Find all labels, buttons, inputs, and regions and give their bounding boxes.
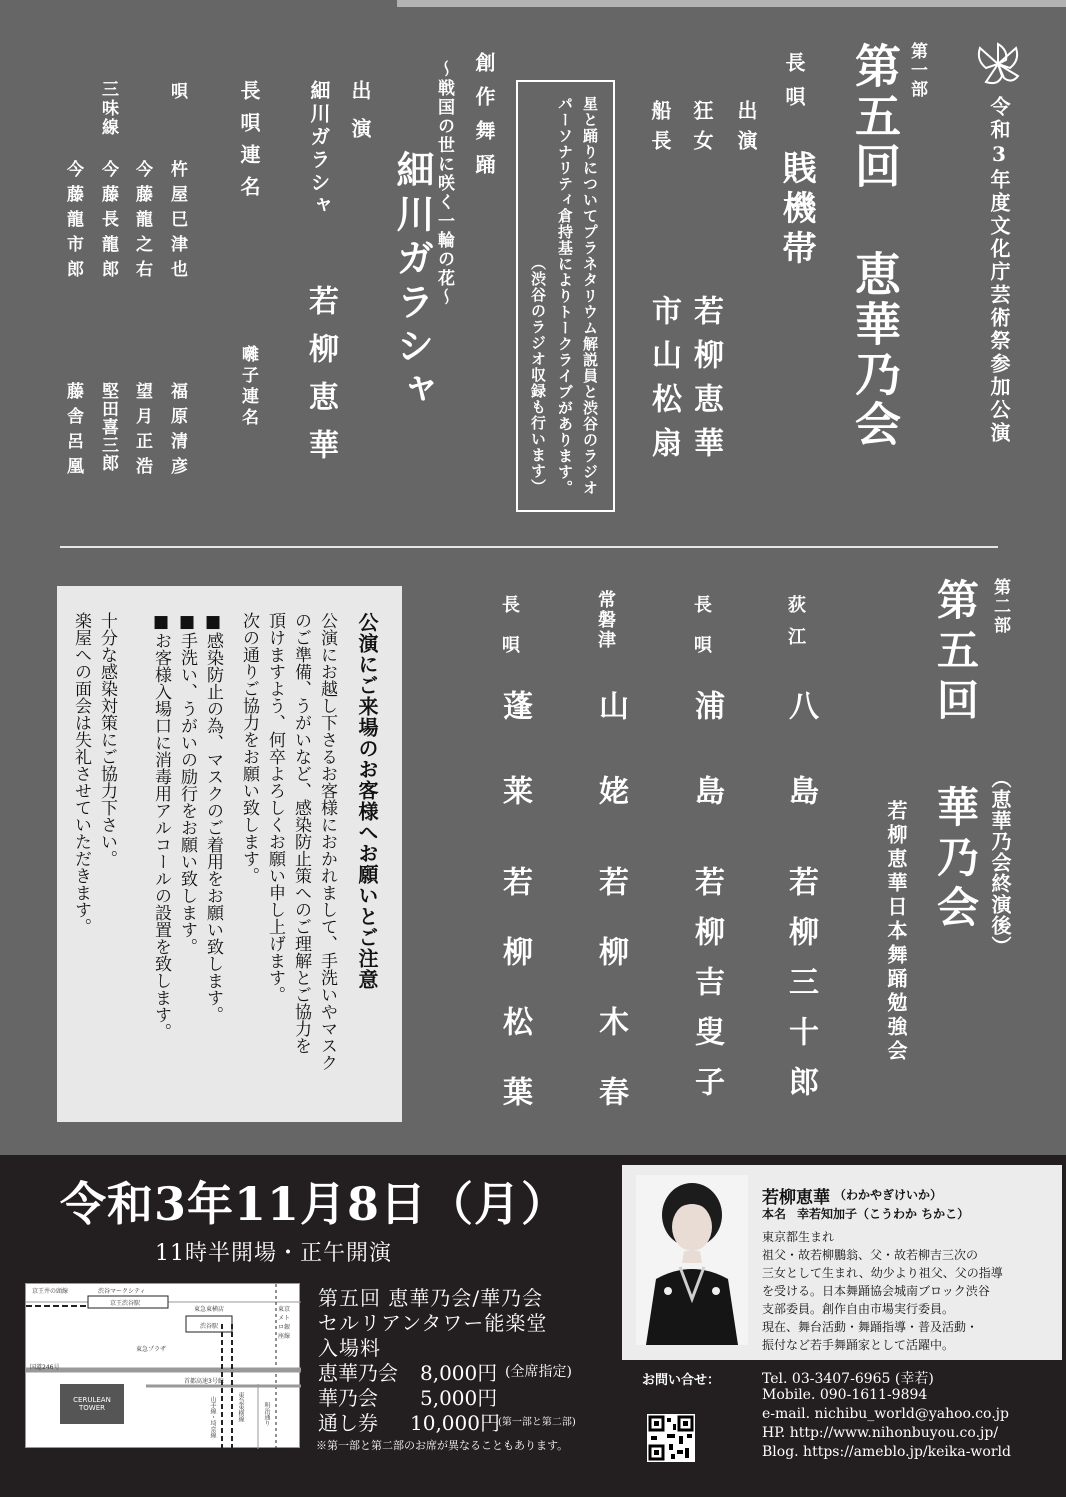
profile-real-name-label: 本名 <box>762 1207 787 1221</box>
part1-label: 第一部 <box>907 42 927 99</box>
notice-para-2: のご準備、うがいなど、感染防止策へのご理解とご協力を <box>291 612 311 1054</box>
notice-para-1: 公演にお越し下さるお客様におかれまして、手洗いやマスク <box>317 612 337 1071</box>
program-3-performer: 若柳木春 <box>593 866 628 1146</box>
talk-note-2: パーソナリティ倉持基によりトークライブがあります。 <box>556 96 574 496</box>
part1-role1-name: 若柳恵華 <box>688 295 723 471</box>
notice-closing-2: 楽屋への面会は失礼させていただきます。 <box>71 612 91 935</box>
profile-real-name: 幸若知加子（こうわか ちかこ） <box>797 1207 970 1221</box>
part1-nagauta-piece: 賎機帯 <box>776 150 816 270</box>
fee-2-price: 5,000円 <box>420 1386 498 1410</box>
map-label-tokyu-plaza: 東急プラザ <box>136 1346 167 1353</box>
profile-bio-2: 祖父・故若柳鵬翁、父・故若柳吉三次の <box>762 1248 979 1262</box>
sousaku-cast-label: 出演 <box>348 80 372 156</box>
map-label-expressway: 首都高速3号線 <box>184 1378 224 1385</box>
program-2-piece: 浦島 <box>689 690 724 860</box>
notice-closing-1: 十分な感染対策にご協力下さい。 <box>97 612 117 867</box>
contact-blog[interactable]: Blog. https://ameblo.jp/keika-world <box>762 1444 1011 1460</box>
contact-mobile: Mobile. 090-1611-9894 <box>762 1387 928 1403</box>
shamisen-label: 三味線 <box>98 80 118 137</box>
part1-role2-name: 市山松扇 <box>646 295 681 471</box>
map-label-inokashira: 京王井の頭線 <box>32 1288 69 1295</box>
map-label-route246: 国道246号 <box>30 1364 60 1371</box>
performer-photo <box>636 1175 748 1345</box>
part1-cast-label: 出演 <box>734 100 758 160</box>
part2-organizer: 若柳恵華日本舞踊勉強会 <box>884 800 908 1064</box>
part1-title: 第五回 恵華乃会 <box>848 42 902 450</box>
hayashi-name-3: 堅田喜三郎 <box>98 382 118 472</box>
uta-name-2: 今藤龍之右 <box>132 160 152 285</box>
program-3-piece: 山姥 <box>593 690 628 860</box>
profile-bio-3: 三女として生まれ、幼少より祖父、父の指導 <box>762 1266 1003 1280</box>
shamisen-name-2: 今藤龍市郎 <box>63 160 83 285</box>
sousaku-subtitle: ～戦国の世に咲く一輪の花～ <box>434 60 454 307</box>
notice-bullet-3: ■お客様入場口に消毒用アルコールの設置を致します。 <box>151 612 171 1040</box>
notice-para-4: 次の通りご協力をお願い致します。 <box>239 612 259 884</box>
program-2-genre: 長唄 <box>691 595 712 675</box>
profile-bio-7: 振付など若手舞踊家として活躍中。 <box>762 1338 955 1352</box>
part2-note: （恵華乃会終演後） <box>988 768 1012 957</box>
profile-name-kana: （わかやぎけいか） <box>834 1188 943 1202</box>
venue-map <box>25 1283 300 1448</box>
contact-email[interactable]: e-mail. nichibu_world@yahoo.co.jp <box>762 1406 1009 1422</box>
part1-nagauta-label: 長唄 <box>782 52 806 120</box>
map-label-meiji-dori: 明治通り <box>263 1402 270 1426</box>
qr-code-icon[interactable] <box>647 1414 695 1462</box>
uta-label: 唄 <box>167 82 187 101</box>
talk-note-3: （渋谷のラジオ収録も行います） <box>529 255 547 495</box>
map-label-markcity: 渋谷マークシティ <box>98 1288 146 1295</box>
map-label-ginza-line: 東京メトロ銀座線 <box>278 1306 291 1340</box>
notice-bullet-2: ■手洗い、うがいの励行をお願い致します。 <box>177 612 197 955</box>
sousaku-role: 細川ガラシャ <box>307 80 331 218</box>
hayashi-name-2: 望月正浩 <box>132 382 152 482</box>
shamisen-name-1: 今藤長龍郎 <box>98 160 118 285</box>
fee-1-price: 8,000円 <box>420 1361 498 1385</box>
uta-name-1: 杵屋巳津也 <box>167 160 187 285</box>
hayashi-name-4: 藤舎呂凰 <box>63 382 83 482</box>
sousaku-role-name: 若柳恵華 <box>303 285 338 477</box>
profile-bio-6: 現在、舞台活動・舞踊指導・普及活動・ <box>762 1320 979 1334</box>
profile-name: 若柳恵華 <box>762 1188 830 1208</box>
part2-label: 第二部 <box>990 578 1010 635</box>
sousaku-label: 創作舞踊 <box>472 52 496 188</box>
map-label-cerulean: CERULEAN TOWER <box>73 1396 111 1412</box>
sousaku-title: 細川ガラシャ <box>390 150 435 414</box>
program-4-performer: 若柳松葉 <box>497 866 532 1146</box>
flower-logo-icon <box>972 42 1024 86</box>
part2-title: 第五回 華乃会 <box>931 578 980 935</box>
program-1-piece: 八島 <box>783 690 818 860</box>
fee-1-note: (全席指定) <box>505 1364 572 1380</box>
fee-2-name: 華乃会 <box>318 1386 378 1410</box>
map-label-toyoko-line: 東急東横線 <box>237 1392 244 1422</box>
part1-role1: 狂女 <box>690 100 714 160</box>
map-label-toyoko-store: 東急東横店 <box>194 1306 225 1313</box>
fee-3-price: 10,000円 <box>410 1411 500 1435</box>
fee-3-note: (第一部と第二部) <box>498 1417 576 1428</box>
program-1-genre: 荻江 <box>785 595 806 659</box>
notice-para-3: 頂けますよう、何卒よろしくお願い申し上げます。 <box>265 612 285 1003</box>
fee-1-name: 恵華乃会 <box>318 1361 398 1385</box>
map-label-shibuya-station: 渋谷駅 <box>200 1323 219 1330</box>
show-names: 第五回 恵華乃会/華乃会 <box>318 1286 544 1310</box>
contact-website[interactable]: HP. http://www.nihonbuyou.co.jp/ <box>762 1425 999 1441</box>
performer-portrait <box>636 1175 748 1345</box>
profile-bio-1: 東京都生まれ <box>762 1230 835 1244</box>
top-strip <box>397 0 1066 7</box>
notice-bullet-1: ■感染防止の為、マスクのご着用をお願い致します。 <box>203 612 223 1023</box>
talk-note-1: 星と踊りについてプラネタリウム解説員と渋谷のラジオ <box>581 96 599 496</box>
nagauta-ren: 長唄連名 <box>237 80 261 208</box>
event-date: 令和3年11月8日（月） <box>60 1177 569 1231</box>
festival-line: 令和3年度文化庁芸術祭参加公演 <box>987 96 1011 445</box>
seat-footnote: ※第一部と第二部のお席が異なることもあります。 <box>316 1439 569 1452</box>
map-label-yamanote: 山手線・埼京線 <box>209 1396 216 1438</box>
contact-label: お問い合せ： <box>642 1373 721 1388</box>
program-4-piece: 蓬莱 <box>497 690 532 860</box>
notice-title: 公演にご来場のお客様へお願いとご注意 <box>355 612 379 990</box>
fee-label: 入場料 <box>318 1336 381 1360</box>
notice-box <box>57 586 402 1122</box>
program-1-performer: 若柳三十郎 <box>783 866 818 1116</box>
part1-role2: 船長 <box>648 100 672 160</box>
program-4-genre: 長唄 <box>499 595 520 675</box>
hayashi-ren: 囃子連名 <box>238 345 258 429</box>
map-drawing <box>26 1284 301 1449</box>
contact-tel: Tel. 03-3407-6965 (幸若) <box>762 1371 934 1387</box>
fee-3-name: 通し券 <box>318 1411 378 1435</box>
part-divider <box>60 546 998 548</box>
program-3-genre: 常磐津 <box>595 590 616 650</box>
program-2-performer: 若柳吉叟子 <box>689 866 724 1116</box>
profile-bio-5: 支部委員。創作自由市場実行委員。 <box>762 1302 955 1316</box>
profile-bio-4: を受ける。日本舞踊協会城南ブロック渋谷 <box>762 1284 990 1298</box>
map-label-keio-station: 京王渋谷駅 <box>110 1300 141 1307</box>
event-time: 11時半開場・正午開演 <box>155 1241 392 1266</box>
hayashi-name-1: 福原清彦 <box>167 382 187 482</box>
venue-name: セルリアンタワー能楽堂 <box>318 1311 548 1335</box>
